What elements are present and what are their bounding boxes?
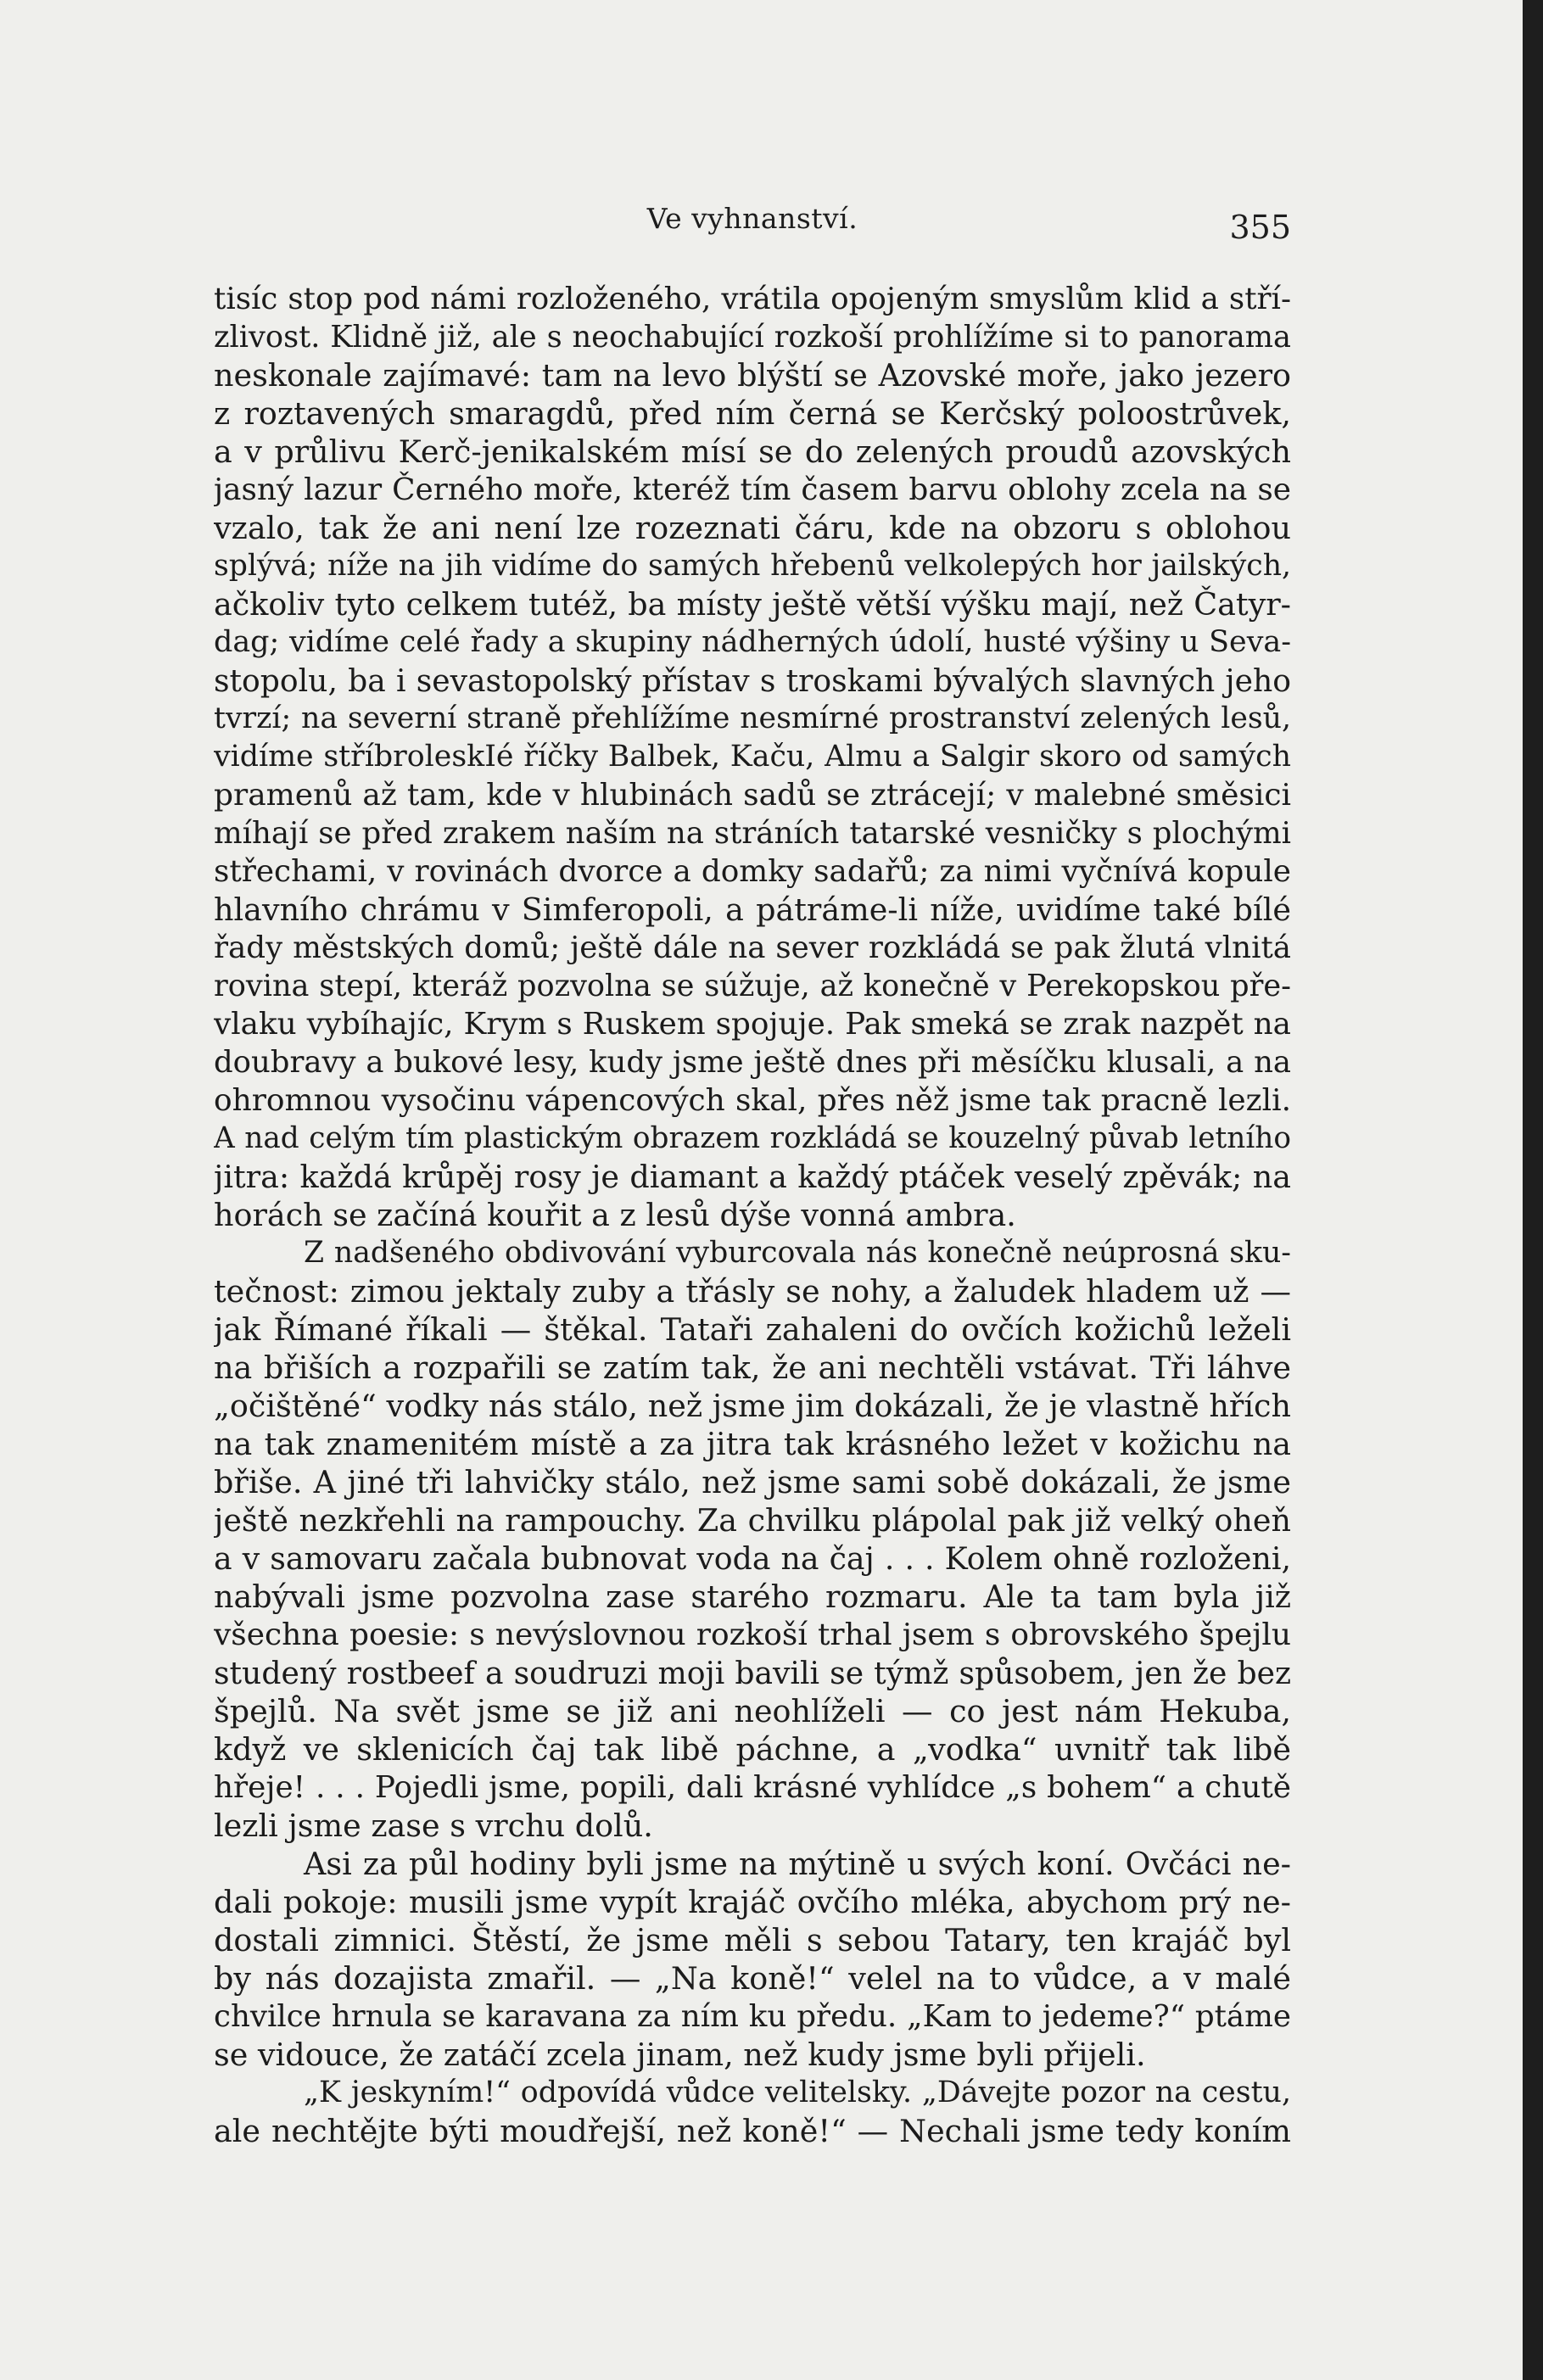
text-line: hřeje! . . . Pojedli jsme, popili, dali krásné vyhlídce „s bohem“ a chutě xyxy=(214,1770,1291,1805)
text-line: míhají se před zrakem naším na stráních tatarské vesničky s plochými xyxy=(214,816,1291,851)
text-line: dali pokoje: musili jsme vypít krajáč ovčího mléka, abychom prý ne- xyxy=(214,1884,1291,1920)
text-line: by nás dozajista zmařil. — „Na koně!“ velel na to vůdce, a v malé xyxy=(214,1960,1291,1997)
text-line: jak Římané říkali — štěkal. Tataři zahaleni do ovčích kožichů leželi xyxy=(214,1311,1291,1348)
text-line: ačkoliv tyto celkem tutéž, ba místy ještě větší výšku mají, než Čatyr- xyxy=(214,586,1291,623)
page-header xyxy=(214,202,1291,244)
text-line: pramenů až tam, kde v hlubinách sadů se ztrácejí; v malebné směsici xyxy=(214,778,1291,813)
text-line: zlivost. Klidně již, ale s neochabující rozkoší prohlížíme si to panorama xyxy=(214,320,1291,355)
text-line: když ve sklenicích čaj tak libě páchne, a „vodka“ uvnitř tak libě xyxy=(214,1731,1291,1768)
text-line: rovina stepí, kteráž pozvolna se súžuje, až konečně v Perekopskou pře- xyxy=(214,969,1291,1003)
running-title: Ve vyhnanství. xyxy=(646,202,858,235)
text-line: vlaku vybíhajíc, Krym s Ruskem spojuje. Pak smeká se zrak nazpět na xyxy=(214,1007,1291,1042)
text-line: a v průlivu Kerč-jenikalském mísí se do zelených proudů azovských xyxy=(214,433,1291,470)
page-number: 355 xyxy=(1229,209,1291,246)
text-line: na břiších a rozpařili se zatím tak, že ani nechtěli vstávat. Tři láhve xyxy=(214,1349,1291,1386)
text-line: všechna poesie: s nevýslovnou rozkoší trhal jsem s obrovského špejlu xyxy=(214,1617,1291,1652)
text-line: splývá; níže na jih vidíme do samých hřebenů velkolepých hor jailských, xyxy=(214,549,1291,583)
text-line: doubravy a bukové lesy, kudy jsme ještě dnes při měsíčku klusali, a na xyxy=(214,1045,1291,1080)
text-line: horách se začíná kouřit a z lesů dýše vonná ambra. xyxy=(214,1197,1016,1233)
scan-edge xyxy=(1523,0,1543,2380)
text-line: se vidouce, že zatáčí zcela jinam, než kudy jsme byli přijeli. xyxy=(214,2036,1146,2073)
text-line: dag; vidíme celé řady a skupiny nádherných údolí, husté výšiny u Seva- xyxy=(214,625,1291,659)
text-line: studený rostbeef a soudruzi moji bavili se týmž spůsobem, jen že bez xyxy=(214,1655,1291,1691)
text-line: tečnost: zimou jektaly zuby a třásly se nohy, a žaludek hladem už — xyxy=(214,1273,1291,1310)
text-line: tvrzí; na severní straně přehlížíme nesmírné prostranství zelených lesů, xyxy=(214,701,1291,735)
text-line: neskonale zajímavé: tam na levo blýští se Azovské moře, jako jezero xyxy=(214,357,1291,394)
text-line: řady městských domů; ještě dále na sever rozkládá se pak žlutá vlnitá xyxy=(214,930,1291,965)
text-line: Asi za půl hodiny byli jsme na mýtině u svých koní. Ovčáci ne- xyxy=(304,1846,1291,1882)
text-line: z roztavených smaragdů, před ním černá se Kerčský poloostrůvek, xyxy=(214,395,1291,432)
text-line: ohromnou vysočinu vápencových skal, přes něž jsme tak pracně lezli. xyxy=(214,1083,1291,1118)
text-line: vzalo, tak že ani není lze rozeznati čáru, kde na obzoru s oblohou xyxy=(214,510,1291,546)
text-line: A nad celým tím plastickým obrazem rozkládá se kouzelný půvab letního xyxy=(214,1121,1291,1155)
text-line: na tak znamenitém místě a za jitra tak krásného ležet v kožichu na xyxy=(214,1426,1291,1462)
text-line: ale nechtějte býti moudřejší, než koně!“ — Nechali jsme tedy koním xyxy=(214,2113,1291,2149)
text-line: nabývali jsme pozvolna zase starého rozmaru. Ale ta tam byla již xyxy=(214,1578,1291,1615)
text-line: lezli jsme zase s vrchu dolů. xyxy=(214,1807,653,1844)
text-line: Z nadšeného obdivování vyburcovala nás konečně neúprosná sku- xyxy=(304,1236,1291,1270)
text-line: jitra: každá krůpěj rosy je diamant a každý ptáček veselý zpěvák; na xyxy=(214,1159,1291,1195)
text-line: břiše. A jiné tři lahvičky stálo, než jsme sami sobě dokázali, že jsme xyxy=(214,1464,1291,1500)
text-line: tisíc stop pod námi rozloženého, vrátila opojeným smyslům klid a stří- xyxy=(214,282,1291,316)
text-line: stopolu, ba i sevastopolský přístav s troskami bývalých slavných jeho xyxy=(214,662,1291,699)
text-line: jasný lazur Černého moře, kteréž tím časem barvu oblohy zcela na se xyxy=(214,472,1291,507)
text-line: hlavního chrámu v Simferopoli, a pátráme-li níže, uvidíme také bílé xyxy=(214,891,1291,928)
text-line: a v samovaru začala bubnovat voda na čaj . . . Kolem ohně rozloženi, xyxy=(214,1540,1291,1577)
text-line: „očištěné“ vodky nás stálo, než jsme jim dokázali, že je vlastně hřích xyxy=(214,1388,1291,1424)
text-line: střechami, v rovinách dvorce a domky sadařů; za nimi vyčnívá kopule xyxy=(214,854,1291,889)
text-line: chvilce hrnula se karavana za ním ku předu. „Kam to jedeme?“ ptáme xyxy=(214,1999,1291,2034)
text-line: vidíme stříbroleskIé říčky Balbek, Kaču, Almu a Salgir skoro od samých xyxy=(214,740,1291,774)
text-line: dostali zimnici. Štěstí, že jsme měli s sebou Tatary, ten krajáč byl xyxy=(214,1922,1291,1958)
text-line: ještě nezkřehli na rampouchy. Za chvilku plápolal pak již velký oheň xyxy=(214,1502,1291,1539)
text-line: „K jeskyním!“ odpovídá vůdce velitelsky. „Dávejte pozor na cestu, xyxy=(304,2076,1291,2109)
text-line: špejlů. Na svět jsme se již ani neohlíželi — co jest nám Hekuba, xyxy=(214,1693,1291,1729)
body-text xyxy=(214,280,1291,2150)
